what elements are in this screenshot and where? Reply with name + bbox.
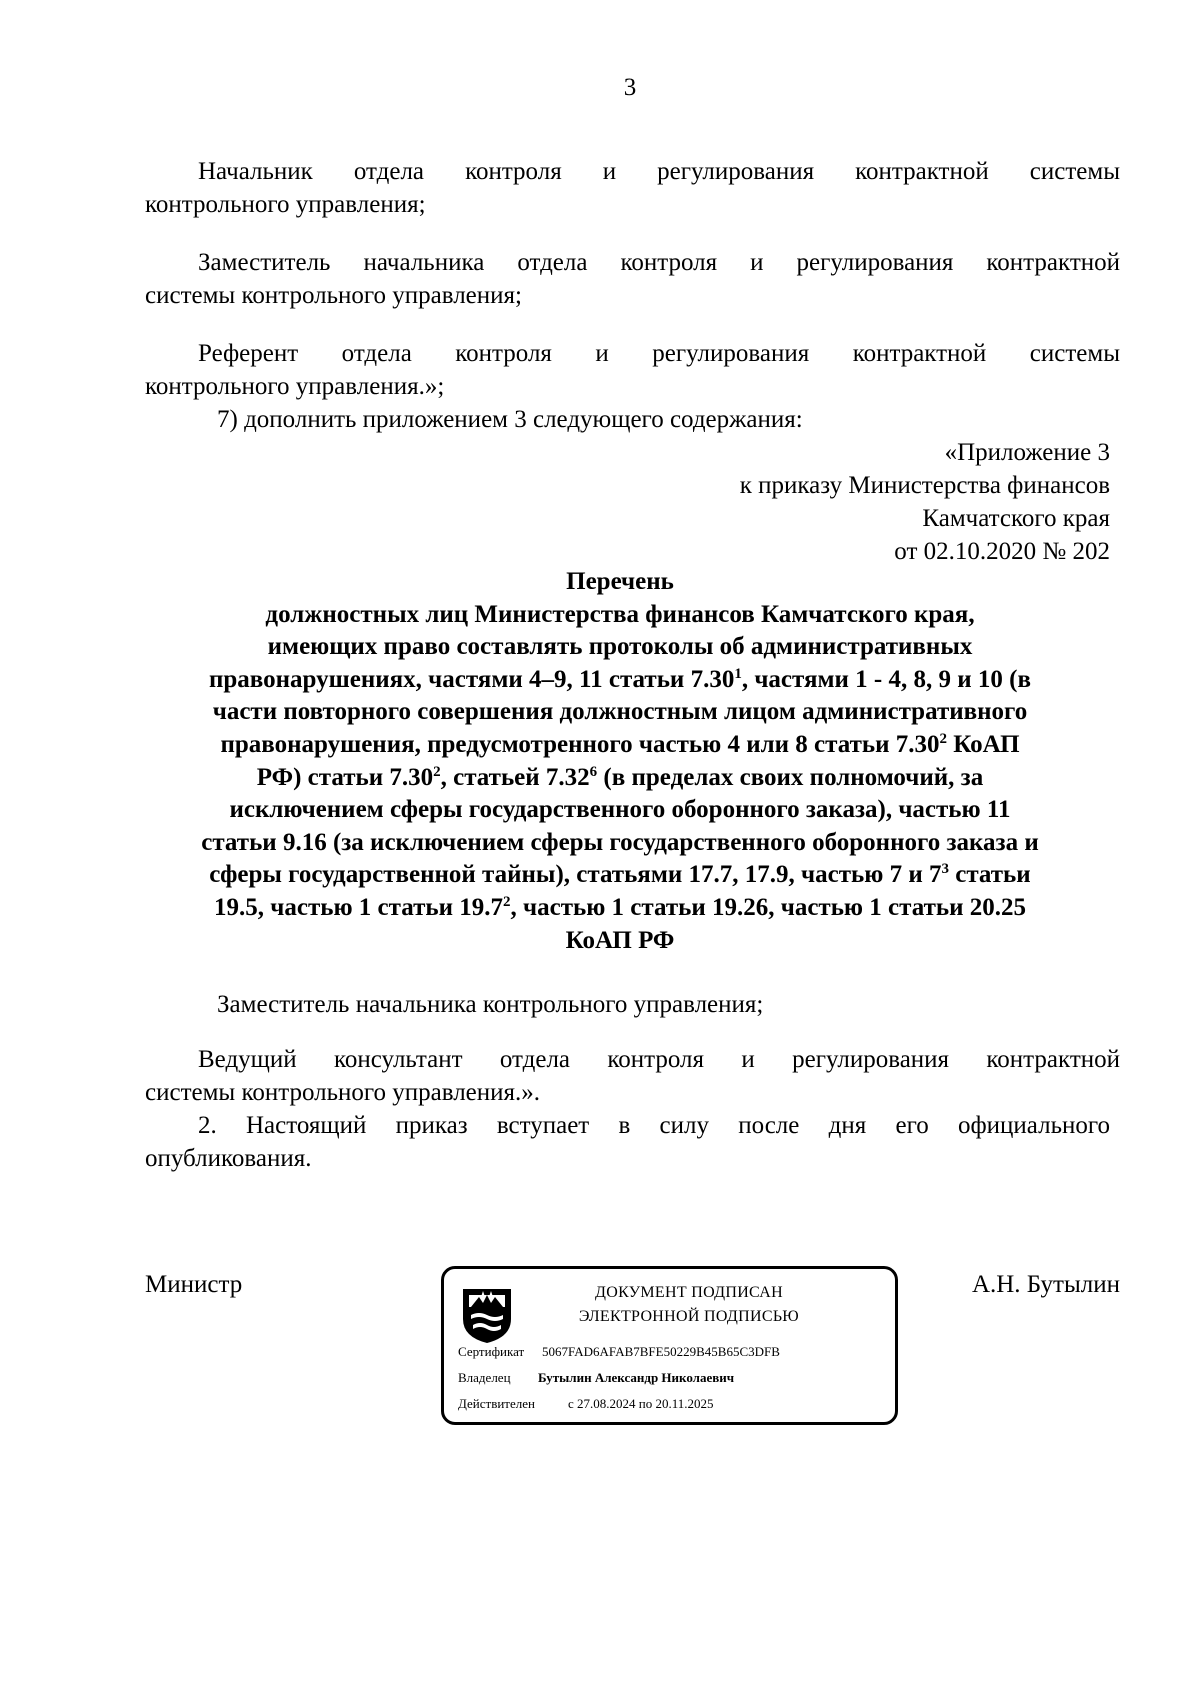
text-fragment: КоАП [947, 730, 1020, 758]
list-title [140, 566, 1100, 957]
stamp-prefix: с [568, 1396, 574, 1411]
stamp-label: Владелец [458, 1370, 511, 1385]
stamp-value: Бутылин Александр Николаевич [538, 1370, 735, 1385]
text-fragment: РФ) статьи 7.30 [256, 763, 434, 791]
stamp-value: 20.11.2025 [655, 1396, 714, 1411]
list-title-line [140, 729, 1100, 762]
paragraph-deputy-head-of-department [145, 246, 1120, 312]
text-fragment: 19.5, частью 1 статьи 19.7 [214, 893, 503, 921]
appendix-line: Камчатского края [922, 505, 1110, 532]
list-title-line [140, 664, 1100, 697]
appendix-line: «Приложение 3 [944, 439, 1110, 466]
stamp-validity [458, 1395, 714, 1413]
appendix-line: к приказу Министерства финансов [739, 472, 1110, 499]
paragraph-line: Референт отдела контроля и регулирования контрактной системы [198, 340, 1120, 367]
stamp-certificate [458, 1343, 780, 1361]
list-title-line [140, 762, 1100, 795]
paragraph-line: 2. Настоящий приказ вступает в силу после дня его официального [198, 1112, 1110, 1139]
appendix-header [740, 436, 1110, 568]
text-fragment: , частью 1 статьи 19.26, частью 1 статьи 20.25 [510, 893, 1026, 921]
electronic-signature-stamp [441, 1266, 898, 1425]
stamp-value: 5067FAD6AFAB7BFE50229B45B65C3DFB [542, 1344, 780, 1359]
stamp-heading [544, 1281, 834, 1329]
text-fragment: (в пределах своих полномочий, за [597, 763, 984, 791]
superscript: 6 [589, 763, 598, 780]
paragraph-line: Заместитель начальника отдела контроля и регулирования контрактной [198, 249, 1120, 276]
stamp-heading-line: ДОКУМЕНТ ПОДПИСАН [595, 1284, 783, 1301]
coat-of-arms-icon [459, 1281, 515, 1345]
superscript: 3 [941, 861, 949, 878]
text-fragment: сферы государственной тайны), статьями 17.7, 17.9, частью 7 и 7 [209, 861, 942, 889]
text-fragment: правонарушениях, частями 4–9, 11 статьи 7.30 [209, 665, 735, 693]
list-title-line [140, 892, 1100, 925]
deputy-head-item: Заместитель начальника контрольного управления; [217, 991, 764, 1018]
paragraph-head-of-department [145, 155, 1120, 221]
list-title-line: исключением сферы государственного оборонного заказа), частью 11 [229, 796, 1011, 824]
text-fragment: , частями 1 - 4, 8, 9 и 10 (в [741, 665, 1031, 693]
paragraph-line: Начальник отдела контроля и регулирования контрактной системы [198, 158, 1120, 185]
list-title-line: имеющих право составлять протоколы об административных [267, 633, 973, 661]
list-title-line: должностных лиц Министерства финансов Камчатского края, [265, 600, 975, 628]
text-fragment: статьи [948, 861, 1031, 889]
paragraph-line: опубликования. [145, 1145, 312, 1172]
paragraph-line: системы контрольного управления.». [145, 1079, 541, 1106]
paragraph-line: Ведущий консультант отдела контроля и регулирования контрактной [198, 1046, 1120, 1073]
superscript: 2 [433, 763, 441, 780]
list-title-line: статьи 9.16 (за исключением сферы государственного оборонного заказа и [201, 828, 1039, 856]
stamp-label: Сертификат [458, 1344, 525, 1359]
signature-position: Министр [145, 1271, 243, 1298]
paragraph-referent [145, 337, 1120, 403]
stamp-prefix: по [638, 1396, 653, 1411]
list-title-line: части повторного совершения должностным лицом административного [212, 698, 1028, 726]
stamp-heading-line: ЭЛЕКТРОННОЙ ПОДПИСЬЮ [578, 1308, 800, 1325]
text-fragment: , статьей 7.32 [440, 763, 590, 791]
superscript: 2 [939, 730, 947, 747]
text-fragment: правонарушения, предусмотренного частью 4 или 8 статьи 7.30 [220, 730, 940, 758]
superscript: 1 [734, 665, 742, 682]
page-number: 3 [623, 74, 637, 101]
list-title-line [140, 859, 1100, 892]
stamp-value: 27.08.2024 [577, 1396, 636, 1411]
lead-consultant-item [145, 1043, 1120, 1109]
item-7: 7) дополнить приложением 3 следующего содержания: [217, 406, 803, 433]
superscript: 2 [503, 893, 511, 910]
paragraph-line: контрольного управления.»; [145, 373, 445, 400]
signature-name: А.Н. Бутылин [971, 1271, 1120, 1298]
list-heading: Перечень [566, 568, 674, 595]
list-title-line: КоАП РФ [565, 926, 675, 954]
paragraph-line: контрольного управления; [145, 191, 426, 218]
stamp-label: Действителен [458, 1396, 535, 1411]
item-2 [145, 1109, 1110, 1175]
stamp-owner [458, 1369, 734, 1387]
paragraph-line: системы контрольного управления; [145, 282, 522, 309]
appendix-line: от 02.10.2020 № 202 [894, 538, 1110, 565]
